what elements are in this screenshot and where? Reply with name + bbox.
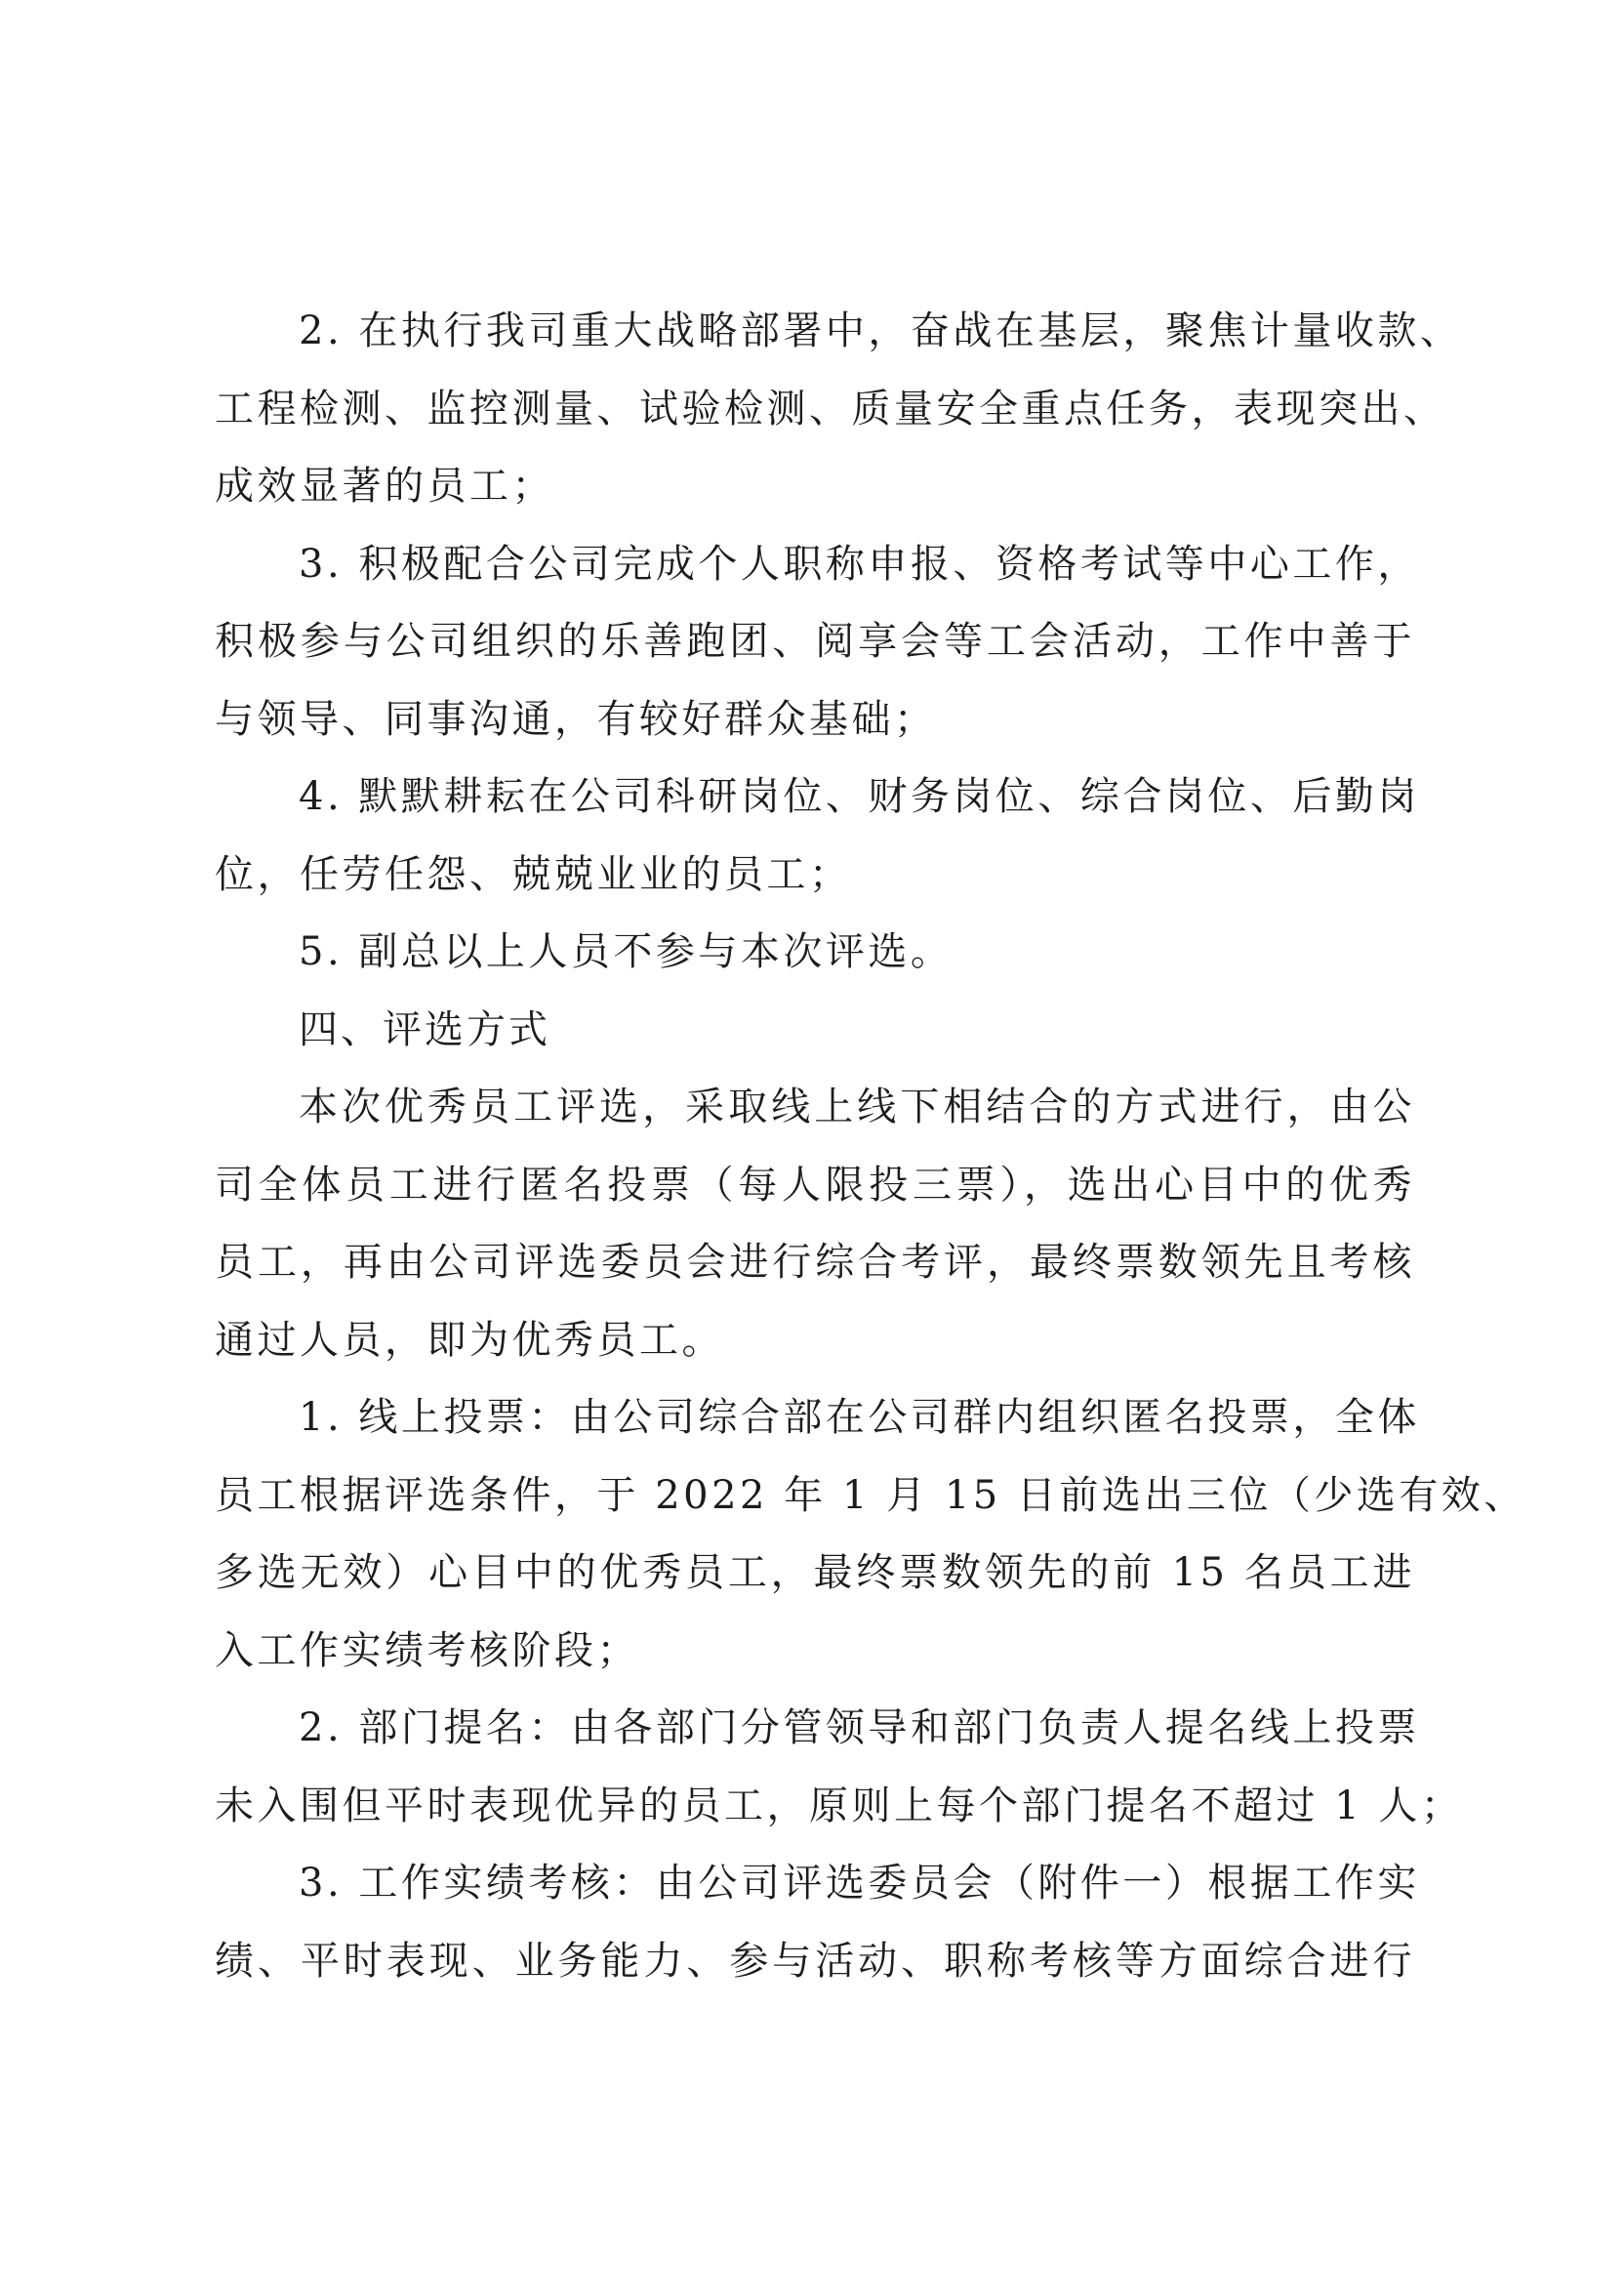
document-body <box>215 293 1526 2000</box>
paragraph-line: 2. 部门提名：由各部门分管领导和部门负责人提名线上投票 <box>299 1705 1420 1750</box>
paragraph-line: 员工根据评选条件，于 2022 年 1 月 15 日前选出三位（少选有效、 <box>215 1472 1526 1518</box>
paragraph-line: 多选无效）心目中的优秀员工，最终票数领先的前 15 名员工进 <box>215 1550 1415 1595</box>
paragraph-line: 通过人员，即为优秀员工。 <box>215 1317 724 1363</box>
paragraph-line: 本次优秀员工评选，采取线上线下相结合的方式进行，由公 <box>299 1085 1415 1129</box>
paragraph-line: 与领导、同事沟通，有较好群众基础； <box>215 696 937 742</box>
paragraph-line: 司全体员工进行匿名投票（每人限投三票），选出心目中的优秀 <box>215 1162 1415 1208</box>
paragraph-line: 1. 线上投票：由公司综合部在公司群内组织匿名投票，全体 <box>299 1395 1420 1440</box>
paragraph-line: 2. 在执行我司重大战略部署中，奋战在基层，聚焦计量收款、 <box>299 308 1463 353</box>
paragraph-line: 未入围但平时表现优异的员工，原则上每个部门提名不超过 1 人； <box>215 1783 1464 1828</box>
paragraph-line: 积极参与公司组织的乐善跑团、阅享会等工会活动，工作中善于 <box>215 619 1415 664</box>
paragraph-line: 入工作实绩考核阶段； <box>215 1627 639 1673</box>
section-heading: 四、评选方式 <box>299 1006 550 1052</box>
paragraph-line: 位，任劳任怨、兢兢业业的员工； <box>215 851 852 897</box>
paragraph-line: 工程检测、监控测量、试验检测、质量安全重点任务，表现突出、 <box>215 386 1446 431</box>
paragraph-line: 5. 副总以上人员不参与本次评选。 <box>299 929 954 974</box>
paragraph-line: 3. 工作实绩考核：由公司评选委员会（附件一）根据工作实 <box>299 1861 1420 1906</box>
paragraph-line: 员工，再由公司评选委员会进行综合考评，最终票数领先且考核 <box>215 1240 1415 1285</box>
paragraph-line: 4. 默默耕耘在公司科研岗位、财务岗位、综合岗位、后勤岗 <box>299 774 1420 819</box>
paragraph-line: 成效显著的员工； <box>215 464 554 509</box>
paragraph-line: 3. 积极配合公司完成个人职称申报、资格考试等中心工作， <box>299 541 1420 587</box>
paragraph-line: 绩、平时表现、业务能力、参与活动、职称考核等方面综合进行 <box>215 1938 1415 1984</box>
